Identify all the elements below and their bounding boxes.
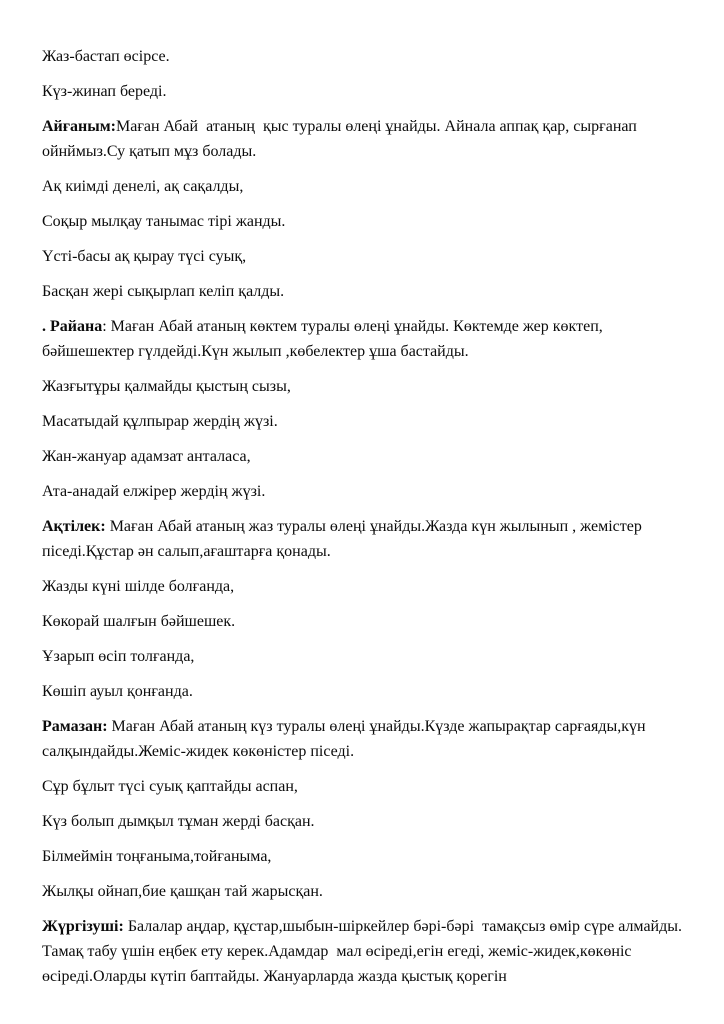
paragraph [42,879,690,904]
paragraph-text: Жазғытұры қалмайды қыстың сызы, [42,378,291,395]
paragraph-text: Күз болып дымқыл тұман жерді басқан. [42,813,315,830]
paragraph-text: Ақ киімді денелі, ақ сақалды, [42,178,244,195]
speaker-label: Ақтілек: [42,518,106,535]
paragraph-text: Ата-анадай елжірер жердің жүзі. [42,483,266,500]
paragraph-text: Сұр бұлыт түсі суық қаптайды аспан, [42,778,298,795]
paragraph [42,809,690,834]
paragraph [42,409,690,434]
paragraph [42,209,690,234]
paragraph-text: Күз-жинап береді. [42,83,167,100]
paragraph-text: Жан-жануар адамзат анталаса, [42,448,251,465]
paragraph [42,44,690,69]
paragraph-text: Маған Абай атаның жаз туралы өлеңі ұнайды.Жазда күн жылынып , жемістер піседі.Құстар ән салып,ағаштарға қонады. [42,518,646,560]
paragraph-text: Жазды күні шілде болғанда, [42,578,235,595]
paragraph-text: Масатыдай құлпырар жердің жүзі. [42,413,278,430]
paragraph-text: Соқыр мылқау танымас тірі жанды. [42,213,286,230]
paragraph-text: Балалар аңдар, құстар,шыбын-шіркейлер бәрі-бәрі тамақсыз өмір сүре алмайды. Тамақ табу үшін еңбек ету керек.Адамдар мал өсіреді,егін егеді, жеміс-жидек,көкөніс өсіреді.Оларды күтіп баптайды. Жануарларда жазда қыстық қорегін [42,918,686,985]
paragraph-text: Үсті-басы ақ қырау түсі суық, [42,248,247,265]
paragraph [42,514,690,564]
paragraph [42,774,690,799]
paragraph-text: Маған Абай атаның күз туралы өлеңі ұнайды.Күзде жапырақтар сарғаяды,күн салқындайды.Жеміс-жидек көкөністер піседі. [42,718,650,760]
paragraph [42,914,690,989]
paragraph [42,644,690,669]
paragraph [42,79,690,104]
paragraph [42,314,690,364]
paragraph-text: Көшіп ауыл қонғанда. [42,683,193,700]
paragraph-text: Жаз-бастап өсірсе. [42,48,170,65]
paragraph [42,279,690,304]
speaker-label: . Райана [42,318,103,335]
paragraph-text: Ұзарып өсіп толғанда, [42,648,195,665]
paragraph [42,714,690,764]
paragraph [42,479,690,504]
speaker-label: Айғаным: [42,118,116,135]
paragraph [42,679,690,704]
paragraph [42,844,690,869]
paragraph-text: Басқан жері сықырлап келіп қалды. [42,283,285,300]
paragraph-text: Білмеймін тоңғаныма,тойғаныма, [42,848,272,865]
speaker-label: Рамазан: [42,718,108,735]
paragraph [42,574,690,599]
paragraph-text: Маған Абай атаның қыс туралы өлеңі ұнайды. Айнала аппақ қар, сырғанап ойнймыз.Су қатып мұз болады. [42,118,641,160]
document-body [42,44,690,989]
paragraph-text: Жылқы ойнап,бие қашқан тай жарысқан. [42,883,323,900]
paragraph [42,174,690,199]
paragraph [42,444,690,469]
paragraph-text: : Маған Абай атаның көктем туралы өлеңі ұнайды. Көктемде жер көктеп, бәйшешектер гүлдейді.Күн жылып ,көбелектер ұша бастайды. [42,318,607,360]
paragraph [42,374,690,399]
paragraph [42,114,690,164]
paragraph [42,244,690,269]
paragraph-text: Көкорай шалғын бәйшешек. [42,613,236,630]
speaker-label: Жүргізуші: [42,918,124,935]
paragraph [42,609,690,634]
